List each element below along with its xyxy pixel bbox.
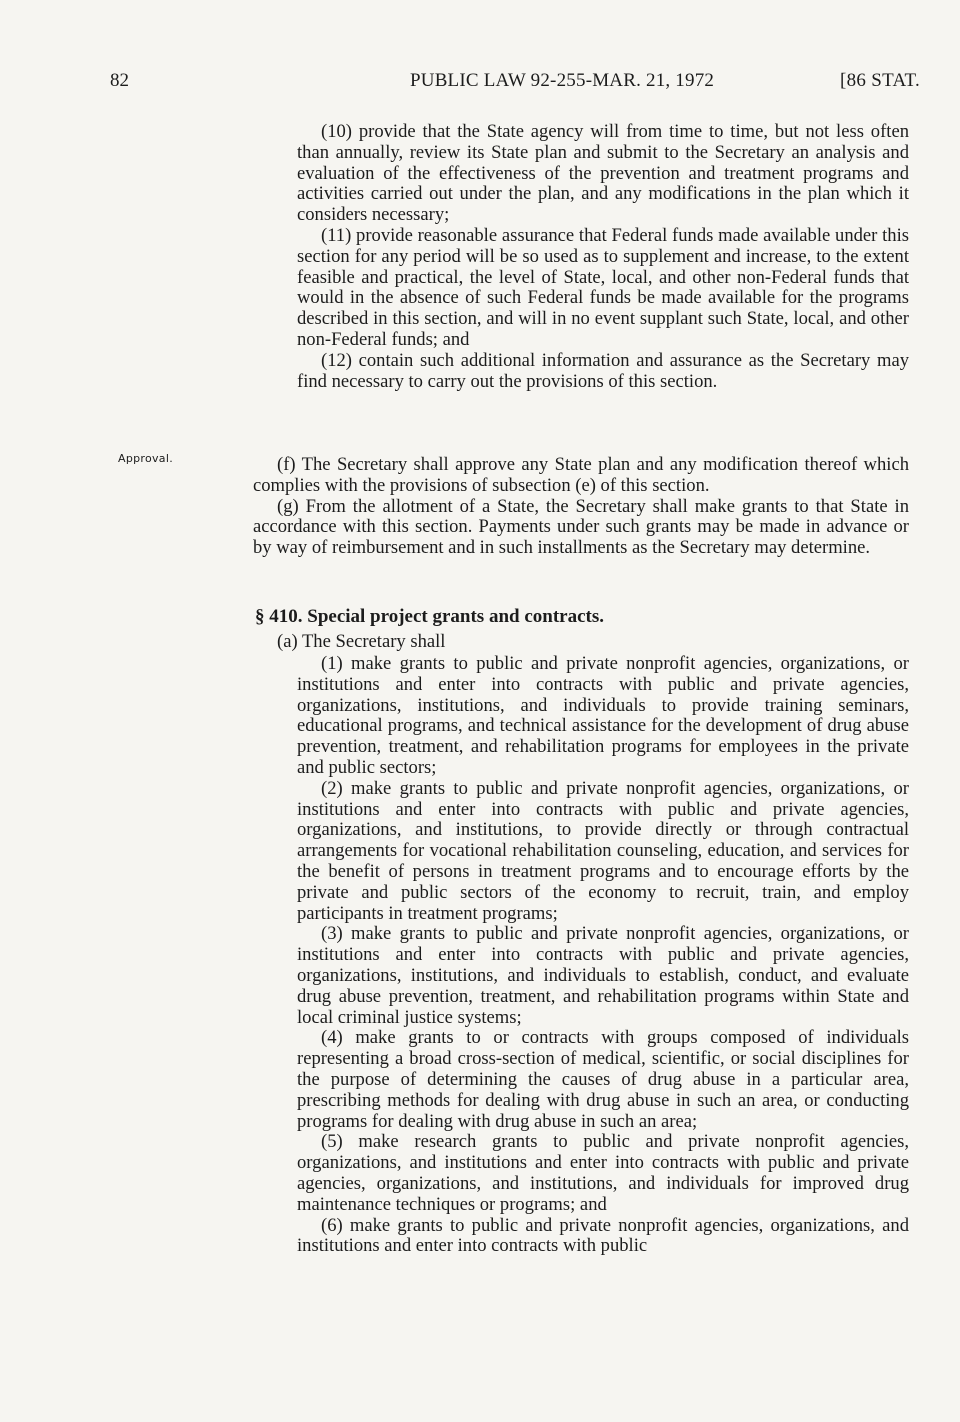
section-410-heading: § 410. Special project grants and contracts.: [255, 606, 605, 627]
subsections-f-g: [253, 455, 909, 559]
paragraph-12: (12) contain such additional information and assurance as the Secretary may find necessary to carry out the provisions of this section.: [297, 349, 909, 392]
statute-reference: [86 STAT.: [840, 70, 920, 91]
paragraph-410-1: (1) make grants to public and private nonprofit agencies, organizations, or institutions and enter into contracts with public and private agencies, organizations, institutions, and individuals to provide training seminars, educational programs, and technical assistance for the development of drug abuse prevention, treatment, and rehabilitation programs for employees in the private and public sectors;: [297, 653, 909, 778]
paragraph-10: (10) provide that the State agency will from time to time, but not less often than annually, review its State plan and submit to the Secretary an analysis and evaluation of the effectiveness of the prevention and treatment programs and activities carried out under the plan, and any modifications in the plan which it considers necessary;: [297, 121, 909, 226]
running-title: PUBLIC LAW 92-255-MAR. 21, 1972: [410, 70, 715, 91]
paragraph-410-3: (3) make grants to public and private nonprofit agencies, organizations, or institutions and enter into contracts with public and private agencies, organizations, institutions, and individuals to establish, conduct, and evaluate drug abuse prevention, treatment, and rehabilitation programs within State and local criminal justice systems;: [297, 923, 909, 1028]
subsection-a-intro: (a) The Secretary shall: [277, 631, 446, 652]
paragraph-11: (11) provide reasonable assurance that Federal funds made available under this section for any period will be so used as to supplement and increase, to the extent feasible and practical, the level of State, local, and other non-Federal funds that would in the absence of such Federal funds be made available for the programs described in this section, and will in no event supplant such State, local, and other non-Federal funds; and: [297, 224, 909, 350]
page-number: 82: [110, 70, 129, 91]
paragraph-410-5: (5) make research grants to public and private nonprofit agencies, organizations, and institutions and enter into contracts with public and private agencies, organizations, and institutions, and individuals for improved drug maintenance techniques or programs; and: [297, 1131, 909, 1215]
paragraph-410-2: (2) make grants to public and private nonprofit agencies, organizations, or institutions and enter into contracts with public and private agencies, organizations, and institutions, to provide directly or through contractual arrangements for vocational rehabilitation counseling, education, and services for the benefit of persons in treatment programs and to encourage efforts by the private and public sectors of the economy to recruit, train, and employ participants in treatment programs;: [297, 777, 909, 924]
paragraph-410-4: (4) make grants to or contracts with groups composed of individuals representing a broad cross-section of medical, scientific, or social disciplines for the purpose of determining the causes of drug abuse in a particular area, prescribing methods for dealing with drug abuse in such an area, or conducting programs for dealing with drug abuse in such an area;: [297, 1027, 909, 1132]
subsection-g: (g) From the allotment of a State, the Secretary shall make grants to that State in accordance with this section. Payments under such grants may be made in advance or by way of reimbursement and in such installments as the Secretary may determine.: [253, 495, 909, 559]
section-410-paragraphs: [297, 654, 909, 1257]
margin-note-approval: Approval.: [118, 452, 174, 465]
page-header: [110, 70, 920, 96]
paragraph-410-6: (6) make grants to public and private nonprofit agencies, organizations, and institutions and enter into contracts with public: [297, 1214, 909, 1257]
subsection-f: (f) The Secretary shall approve any State plan and any modification thereof which complies with the provisions of subsection (e) of this section.: [253, 454, 909, 496]
state-plan-requirements: [297, 122, 909, 392]
